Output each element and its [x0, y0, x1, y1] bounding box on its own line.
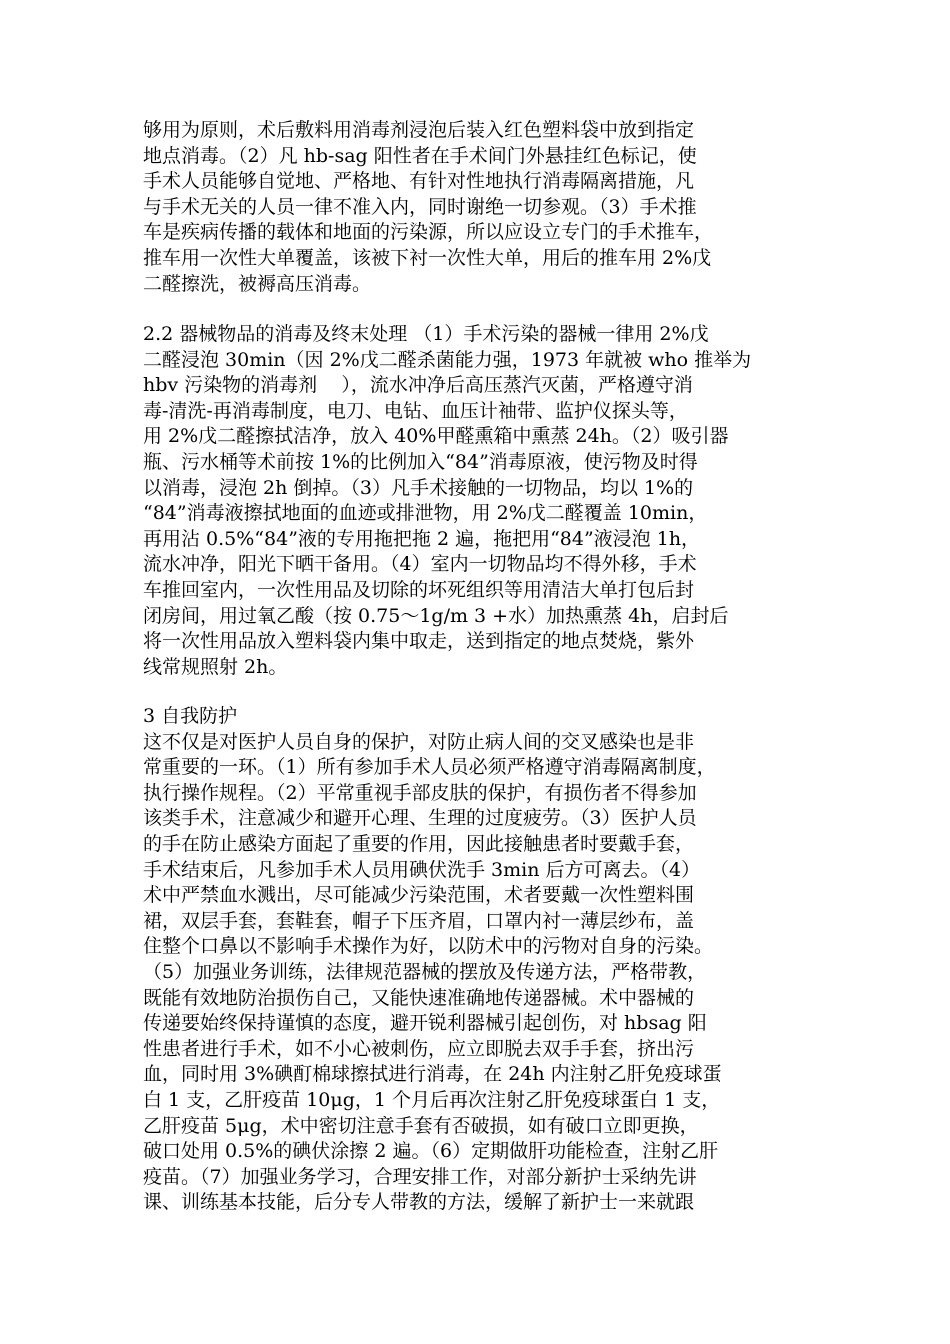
paragraph-surgical-isolation: [143, 118, 823, 297]
text-line: 乙肝疫苗 5μg，术中密切注意手套有否破损，如有破口立即更换，: [143, 1114, 699, 1137]
text-line: 线常规照射 2h。: [143, 655, 288, 678]
section-heading: 3 自我防护: [143, 705, 238, 727]
text-line: 手术结束后，凡参加手术人员用碘伏洗手 3min 后方可离去。（4）: [143, 858, 701, 881]
text-line: 血，同时用 3%碘酊棉球擦拭进行消毒，在 24h 内注射乙肝免疫球蛋: [143, 1063, 722, 1086]
text-line: 用 2%戊二醛擦拭洁净，放入 40%甲醛熏箱中熏蒸 24h。（2）吸引器: [143, 425, 729, 448]
text-line: 执行操作规程。（2）平常重视手部皮肤的保护，有损伤者不得参加: [143, 781, 697, 804]
text-line: 手术人员能够自觉地、严格地、有针对性地执行消毒隔离措施，凡: [143, 170, 695, 193]
text-line: 课、训练基本技能，后分专人带教的方法，缓解了新护士一来就跟: [143, 1191, 695, 1214]
text-line: 车是疾病传播的载体和地面的污染源，所以应设立专门的手术推车，: [143, 221, 714, 244]
text-line: 瓶、污水桶等术前按 1%的比例加入“84”消毒原液，使污物及时得: [143, 450, 698, 473]
text-line: 白 1 支，乙肝疫苗 10μg，1 个月后再次注射乙肝免疫球蛋白 1 支，: [143, 1088, 721, 1111]
text-line: 车推回室内，一次性用品及切除的坏死组织等用清洁大单打包后封: [143, 578, 695, 601]
text-line: 闭房间，用过氧乙酸（按 0.75～1g/m 3 +水）加热熏蒸 4h，启封后: [143, 604, 729, 627]
text-line: 以消毒，浸泡 2h 倒掉。（3）凡手术接触的一切物品，均以 1%的: [143, 476, 694, 499]
text-line: 2.2 器械物品的消毒及终末处理 （1）手术污染的器械一律用 2%戊: [143, 323, 709, 345]
text-line: 传递要始终保持谨慎的态度，避开锐利器械引起创伤，对 hbsag 阳: [143, 1012, 707, 1035]
text-line: 二醛浸泡 30min（因 2%戊二醛杀菌能力强，1973 年就被 who 推举为: [143, 348, 752, 371]
text-line: 该类手术，注意减少和避开心理、生理的过度疲劳。（3）医护人员: [143, 807, 697, 830]
text-line: 的手在防止感染方面起了重要的作用，因此接触患者时要戴手套，: [143, 832, 695, 855]
text-line: 性患者进行手术，如不小心被刺伤，应立即脱去双手手套，挤出污: [143, 1037, 695, 1060]
text-line: 再用沾 0.5%“84”液的专用拖把拖 2 遍，拖把用“84”液浸泡 1h，: [143, 527, 701, 550]
text-line: 住整个口鼻以不影响手术操作为好，以防术中的污物对自身的污染。: [143, 935, 714, 958]
text-line: 地点消毒。（2）凡 hb-sag 阳性者在手术间门外悬挂红色标记，使: [143, 144, 697, 167]
text-line: 将一次性用品放入塑料袋内集中取走，送到指定的地点焚烧，紫外: [143, 630, 695, 653]
text-line: 二醛擦洗，被褥高压消毒。: [143, 272, 372, 295]
text-line: 破口处用 0.5%的碘伏涂擦 2 遍。（6）定期做肝功能检查，注射乙肝: [143, 1140, 719, 1163]
text-line: （5）加强业务训练，法律规范器械的摆放及传递方法，严格带教，: [143, 960, 707, 983]
text-line: 与手术无关的人员一律不准入内，同时谢绝一切参观。（3）手术推: [143, 195, 697, 218]
text-line: “84”消毒液擦拭地面的血迹或排泄物，用 2%戊二醛覆盖 10min，: [143, 502, 708, 525]
text-line: 毒-清洗-再消毒制度，电刀、电钻、血压计袖带、监护仪探头等，: [143, 399, 688, 422]
paragraph-self-protection: [143, 704, 823, 1216]
paragraph-instrument-disinfection: [143, 322, 823, 680]
text-line: 常重要的一环。（1）所有参加手术人员必须严格遵守消毒隔离制度，: [143, 756, 716, 779]
text-line: hbv 污染物的消毒剂 ），流水冲净后高压蒸汽灭菌，严格遵守消: [143, 374, 693, 397]
text-line: 推车用一次性大单覆盖，该被下衬一次性大单，用后的推车用 2%戊: [143, 246, 712, 269]
text-line: 够用为原则，术后敷料用消毒剂浸泡后装入红色塑料袋中放到指定: [143, 119, 695, 141]
text-line: 裙，双层手套，套鞋套，帽子下压齐眉，口罩内衬一薄层纱布，盖: [143, 909, 695, 932]
text-line: 既能有效地防治损伤自己，又能快速准确地传递器械。术中器械的: [143, 986, 695, 1009]
text-line: 疫苗。（7）加强业务学习，合理安排工作，对部分新护士采纳先讲: [143, 1165, 697, 1188]
text-line: 流水冲净，阳光下晒干备用。（4）室内一切物品均不得外移，手术: [143, 553, 697, 576]
text-line: 术中严禁血水溅出，尽可能减少污染范围，术者要戴一次性塑料围: [143, 884, 695, 907]
text-line: 这不仅是对医护人员自身的保护，对防止病人间的交叉感染也是非: [143, 730, 695, 753]
